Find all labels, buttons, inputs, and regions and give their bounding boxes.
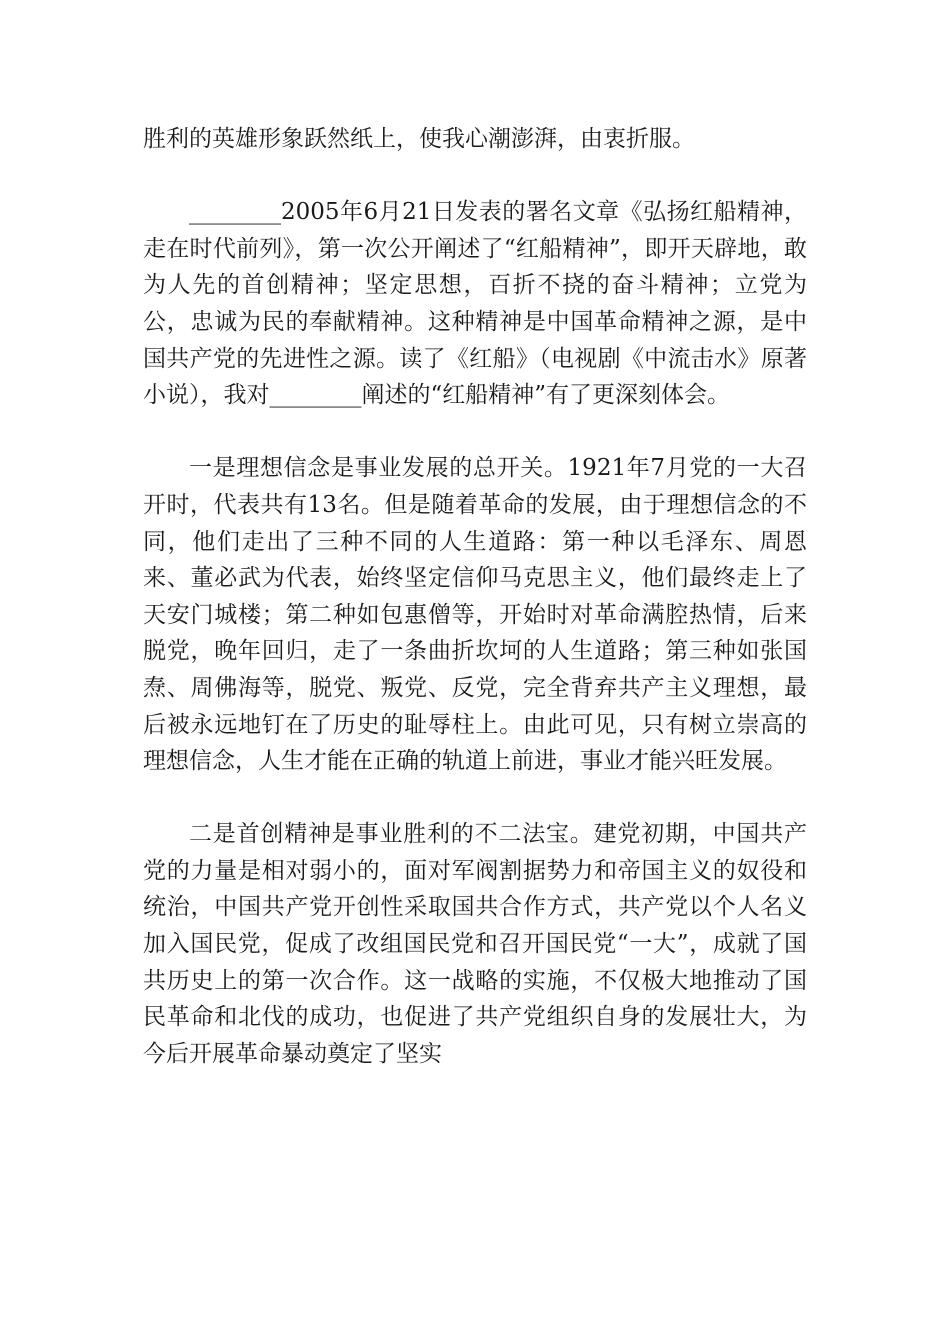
paragraph-pioneering-spirit: 二是首创精神是事业胜利的不二法宝。建党初期，中国共产党的力量是相对弱小的，面对军阀割据势力和帝国主义的奴役和统治，中国共产党开创性采取国共合作方式，共产党以个人名义加入国民党，促成了改组国民党和召开国民党“一大”，成就了国共历史上的第一次合作。这一战略的实施，不仅极大地推动了国民革命和北伐的成功，也促进了共产党组织自身的发展壮大，为今后开展革命暴动奠定了坚实 [143, 821, 807, 1067]
paragraph-ideals-and-beliefs: 一是理想信念是事业发展的总开关。1921年7月党的一大召开时，代表共有13名。但是随着革命的发展，由于理想信念的不同，他们走出了三种不同的人生道路：第一种以毛泽东、周恩来、董必武为代表，始终坚定信仰马克思主义，他们最终走上了天安门城楼；第二种如包惠僧等，开始时对革命满腔热情，后来脱党，晚年回归，走了一条曲折坎坷的人生道路；第三种如张国焘、周佛海等，脱党、叛党、反党，完全背弃共产主义理想，最后被永远地钉在了历史的耻辱柱上。由此可见，只有树立崇高的理想信念，人生才能在正确的轨道上前进，事业才能兴旺发展。 [143, 455, 807, 775]
paragraph-red-boat-spirit: ________2005年6月21日发表的署名文章《弘扬红船精神，走在时代前列》，第一次公开阐述了“红船精神”，即开天辟地，敢为人先的首创精神；坚定思想，百折不挠的奋斗精神；立党为公，忠诚为民的奉献精神。这种精神是中国革命精神之源，是中国共产党的先进性之源。读了《红船》（电视剧《中流击水》原著小说），我对________阐述的“红船精神”有了更深刻体会。 [143, 199, 807, 409]
document-body [143, 121, 807, 1072]
paragraph-continuation: 胜利的英雄形象跃然纸上，使我心潮澎湃，由衷折服。 [143, 126, 695, 152]
